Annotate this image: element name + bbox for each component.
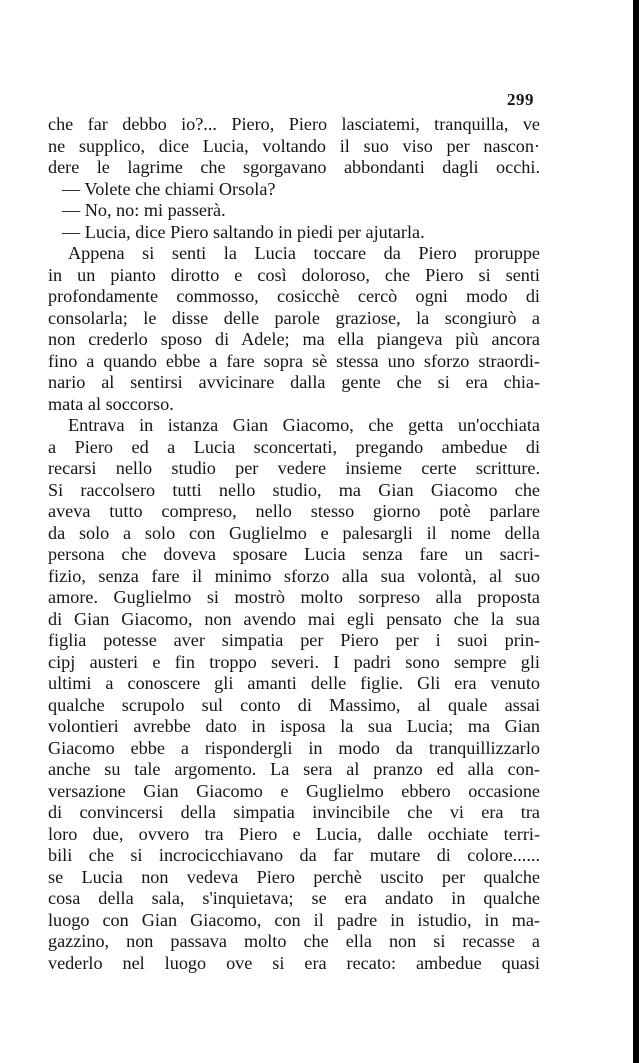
text-line: Giacomo ebbe a rispondergli in modo da tranquillizzarlo bbox=[48, 737, 540, 758]
text-line: dere le lagrime che sgorgavano abbondanti dagli occhi. bbox=[48, 157, 540, 177]
text-line: — Lucia, dice Piero saltando in piedi per ajutarla. bbox=[62, 221, 425, 242]
text-line: profondamente commosso, cosicchè cercò ogni modo di bbox=[48, 286, 540, 306]
page-edge bbox=[633, 0, 639, 1063]
text-line: qualche scrupolo sul conto di Massimo, al quale assai bbox=[48, 694, 540, 715]
text-line: non crederlo sposo di Adele; ma ella piangeva più ancora bbox=[48, 329, 540, 349]
text-line: gazzino, non passava molto che ella non si recasse a bbox=[48, 931, 540, 951]
text-line: bili che si incrocicchiavano da far mutare di colore...... bbox=[48, 845, 540, 865]
text-line: nario al sentirsi avvicinare dalla gente che si era chia- bbox=[48, 372, 540, 392]
text-line: figlia potesse aver simpatia per Piero per i suoi prin- bbox=[48, 630, 540, 650]
text-line: amore. Guglielmo si mostrò molto sorpreso alla proposta bbox=[48, 587, 540, 607]
text-line: vederlo nel luogo ove si era recato: ambedue quasi bbox=[48, 952, 540, 973]
text-line: consolarla; le disse delle parole graziose, la scongiurò a bbox=[48, 307, 540, 328]
text-line: Entrava in istanza Gian Giacomo, che getta un'occhiata bbox=[68, 415, 540, 435]
text-line: — No, no: mi passerà. bbox=[62, 200, 226, 220]
text-line: recarsi nello studio per vedere insieme certe scritture. bbox=[48, 458, 540, 478]
text-line: Si raccolsero tutti nello studio, ma Gian Giacomo che bbox=[48, 479, 540, 500]
text-line: fizio, senza fare il minimo sforzo alla sua volontà, al suo bbox=[48, 565, 540, 586]
text-line: persona che doveva sposare Lucia senza fare un sacri- bbox=[48, 544, 540, 564]
text-block bbox=[48, 114, 540, 974]
text-line: mata al soccorso. bbox=[48, 393, 174, 414]
text-line: cosa della sala, s'inquietava; se era andato in qualche bbox=[48, 888, 540, 908]
text-line: luogo con Gian Giacomo, con il padre in istudio, in ma- bbox=[48, 909, 540, 930]
text-line: a Piero ed a Lucia sconcertati, pregando ambedue di bbox=[48, 436, 540, 457]
text-line: fino a quando ebbe a fare sopra sè stessa uno sforzo straordi- bbox=[48, 350, 540, 371]
text-line: di Gian Giacomo, non avendo mai egli pensato che la sua bbox=[48, 608, 540, 629]
text-line: se Lucia non vedeva Piero perchè uscito per qualche bbox=[48, 866, 540, 887]
text-line: — Volete che chiami Orsola? bbox=[62, 178, 276, 199]
text-line: loro due, ovvero tra Piero e Lucia, dalle occhiate terri- bbox=[48, 823, 540, 844]
text-line: in un pianto dirotto e così doloroso, che Piero si senti bbox=[48, 264, 540, 285]
text-line: di convincersi della simpatia invincibile che vi era tra bbox=[48, 802, 540, 822]
text-line: ne supplico, dice Lucia, voltando il suo viso per nascon· bbox=[48, 135, 540, 156]
text-line: versazione Gian Giacomo e Guglielmo ebbero occasione bbox=[48, 780, 540, 801]
text-line: volontieri avrebbe dato in isposa la sua Lucia; ma Gian bbox=[48, 716, 540, 736]
text-line: aveva tutto compreso, nello stesso giorno potè parlare bbox=[48, 501, 540, 521]
text-line: ultimi a conoscere gli amanti delle figlie. Gli era venuto bbox=[48, 673, 540, 693]
text-line: Appena si senti la Lucia toccare da Piero proruppe bbox=[68, 243, 540, 263]
text-line: cipj austeri e fin troppo severi. I padri sono sempre gli bbox=[48, 651, 540, 672]
text-line: anche su tale argomento. La sera al pranzo ed alla con- bbox=[48, 759, 540, 779]
text-line: che far debbo io?... Piero, Piero lasciatemi, tranquilla, ve bbox=[48, 114, 540, 134]
page-number: 299 bbox=[507, 90, 534, 109]
text-line: da solo a solo con Guglielmo e palesargli il nome della bbox=[48, 522, 540, 543]
